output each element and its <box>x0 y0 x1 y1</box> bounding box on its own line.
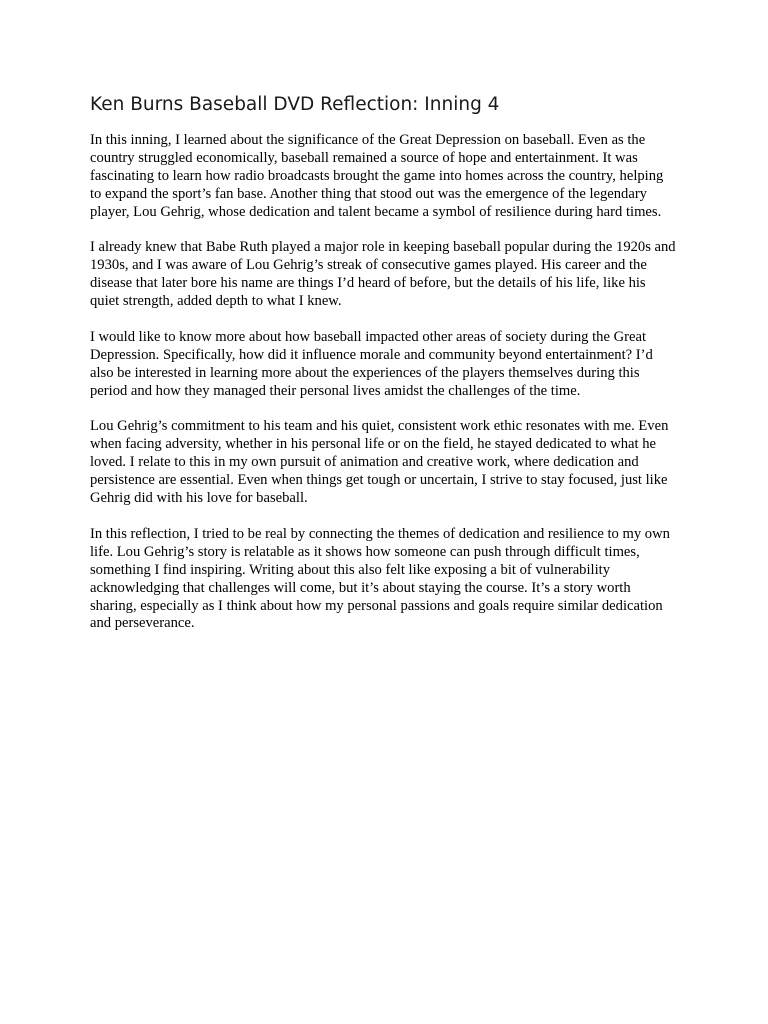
document-body <box>90 93 678 651</box>
paragraph-connection: Lou Gehrig’s commitment to his team and his quiet, consistent work ethic resonates with me. Even when facing adversity, whether in his personal life or on the field, he stayed dedicated to what he loved. I relate to this in my own pursuit of animation and creative work, where dedication and persistence are essential. Even when things get tough or uncertain, I strive to stay focused, just like Gehrig did with his love for baseball. <box>90 418 669 507</box>
paragraph-reflection: In this reflection, I tried to be real by connecting the themes of dedication and resilience to my own life. Lou Gehrig’s story is relatable as it shows how someone can push through difficult times, something I find inspiring. Writing about this also felt like exposing a bit of vulnerability acknowledging that challenges will come, but it’s about staying the course. It’s a story worth sharing, especially as I think about how my personal passions and goals require similar dedication and perseverance. <box>90 525 670 632</box>
document-title: Ken Burns Baseball DVD Reflection: Inning 4 <box>90 94 500 115</box>
paragraph-already-knew: I already knew that Babe Ruth played a major role in keeping baseball popular during the 1920s and 1930s, and I was aware of Lou Gehrig’s streak of consecutive games played. His career and the disease that later bore his name are things I’d heard of before, but the details of his life, like his quiet strength, added depth to what I knew. <box>90 239 676 310</box>
paragraph-learned: In this inning, I learned about the significance of the Great Depression on baseball. Even as the country struggled economically, baseball remained a source of hope and entertainment. It was fascinating to learn how radio broadcasts brought the game into homes across the country, helping to expand the sport’s fan base. Another thing that stood out was the emergence of the legendary player, Lou Gehrig, whose dedication and talent became a symbol of resilience during hard times. <box>90 132 664 220</box>
paragraph-want-to-know: I would like to know more about how baseball impacted other areas of society during the Great Depression. Specifically, how did it influence morale and community beyond entertainment? I’d also be interested in learning more about the experiences of the players themselves during this period and how they managed their personal lives amidst the challenges of the time. <box>90 328 653 399</box>
